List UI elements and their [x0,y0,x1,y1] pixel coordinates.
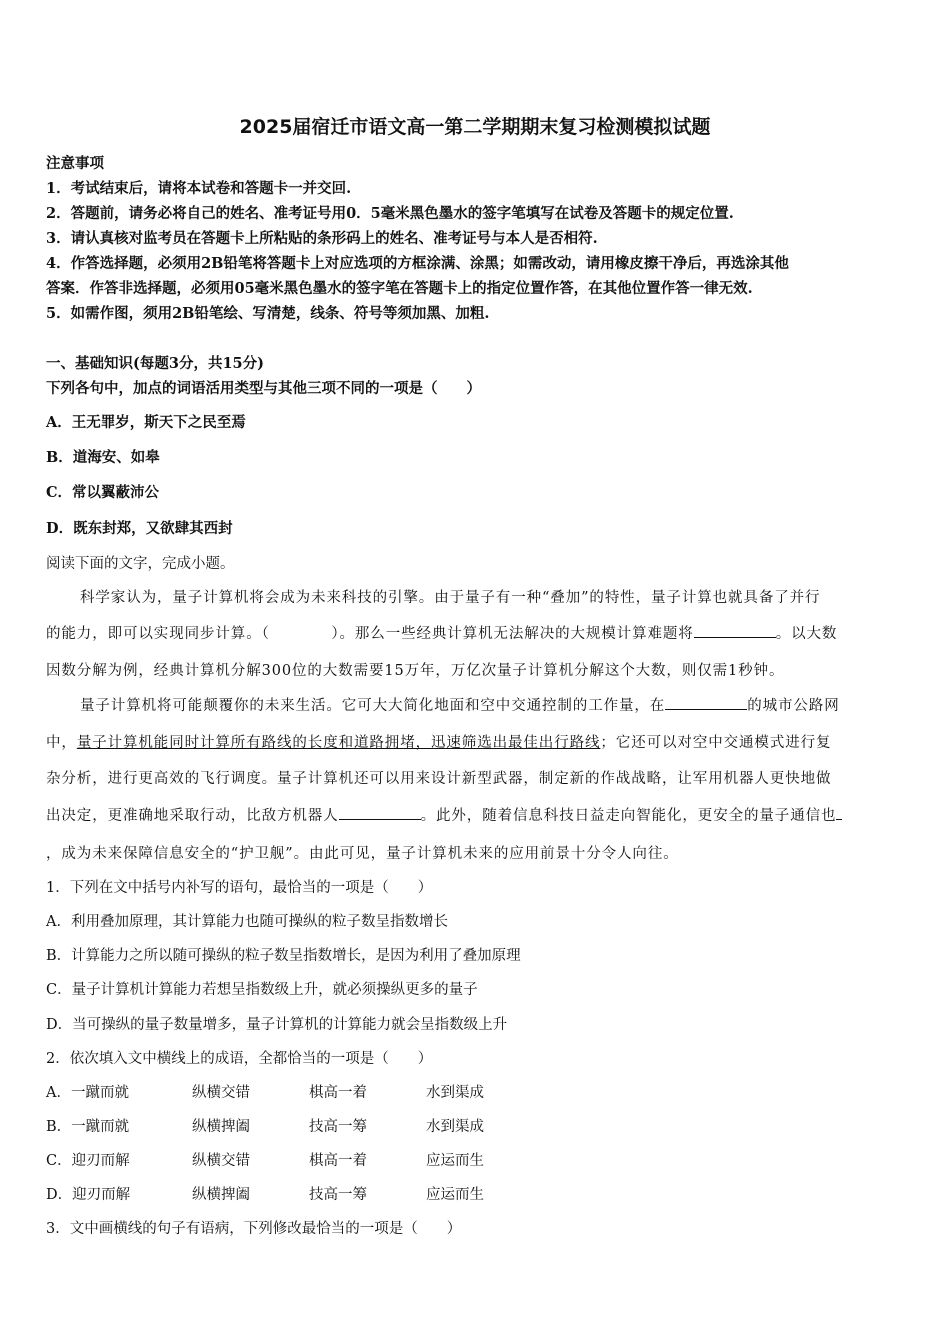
passage-text: 。以大数 [775,626,838,642]
passage-line: 因数分解为例，经典计算机分解300位的大数需要15万年，万亿次量子计算机分解这个大数，则仅需1秒钟。 [46,663,785,679]
notice-item: 5．如需作图，须用2B铅笔绘、写清楚，线条、符号等须加黑、加粗. [46,305,490,322]
fill-blank [694,623,776,638]
q1-stem: 1．下列在文中括号内补写的语句，最恰当的一项是（ ） [46,880,433,896]
passage-line [46,731,906,752]
notice-item: 1．考试结束后，请将本试卷和答题卡一并交回. [46,180,352,197]
passage-text: 的城市公路网 [747,698,840,714]
passage-line: 杂分析，进行更高效的飞行调度。量子计算机还可以用来设计新型武器，制定新的作战战略，让军用机器人更快地做 [46,771,832,787]
q1-option-b: B．计算能力之所以随可操纵的粒子数呈指数增长，是因为利用了叠加原理 [46,948,521,964]
q2-cell: 水到渠成 [426,1085,484,1101]
page-title: 2025届宿迁市语文高一第二学期期末复习检测模拟试题 [239,116,711,138]
fill-blank [665,695,747,710]
passage-text: 中， [46,735,77,751]
q2-cell: C．迎刃而解 [46,1153,130,1169]
fill-blank [836,805,842,820]
q2-stem: 2．依次填入文中横线上的成语，全都恰当的一项是（ ） [46,1051,433,1067]
q1-option-a: A．利用叠加原理，其计算能力也随可操纵的粒子数呈指数增长 [46,914,448,930]
passage-text: 出决定，更准确地采取行动，比敌方机器人 [46,808,339,824]
q2-cell: 纵横捭阖 [192,1187,250,1203]
notice-item: 3．请认真核对监考员在答题卡上所粘贴的条形码上的姓名、准考证号与本人是否相符. [46,230,598,247]
q2-cell: 纵横捭阖 [192,1119,250,1135]
option-c: C．常以翼蔽沛公 [46,484,160,501]
reading-intro: 阅读下面的文字，完成小题。 [46,556,235,572]
q2-cell: 纵横交错 [192,1153,250,1169]
q1-option-c: C．量子计算机计算能力若想呈指数级上升，就必须操纵更多的量子 [46,982,478,998]
q2-cell: 棋高一着 [309,1085,367,1101]
option-d: D．既东封郑，又欲肆其西封 [46,520,233,537]
passage-line [46,622,906,643]
q2-cell: 纵横交错 [192,1085,250,1101]
section-heading: 一、基础知识(每题3分，共15分) [46,355,264,372]
passage-line: 科学家认为，量子计算机将会成为未来科技的引擎。由于量子有一种“叠加”的特性，量子计算也就具备了并行 [80,590,821,606]
q2-cell: 水到渠成 [426,1119,484,1135]
q2-cell: A．一蹴而就 [46,1085,129,1101]
q2-cell: 棋高一着 [309,1153,367,1169]
passage-text: 的能力，即可以实现同步计算。（ ）。那么一些经典计算机无法解决的大规模计算难题将 [46,626,694,642]
notice-heading: 注意事项 [46,155,104,172]
option-a: A．王无罪岁，斯天下之民至焉 [46,414,246,431]
notice-item: 答案．作答非选择题，必须用05毫米黑色墨水的签字笔在答题卡上的指定位置作答，在其他位置作答一律无效. [46,280,753,297]
q2-cell: 技高一筹 [309,1119,367,1135]
option-b: B．道海安、如皋 [46,449,160,466]
underlined-sentence: 量子计算机能同时计算所有路线的长度和道路拥堵，迅速筛选出最佳出行路线 [76,735,601,751]
q2-cell: 应运而生 [426,1153,484,1169]
q2-cell: B．一蹴而就 [46,1119,130,1135]
q2-cell: 应运而生 [426,1187,484,1203]
fill-blank [339,805,421,820]
passage-text: 量子计算机将可能颠覆你的未来生活。它可大大简化地面和空中交通控制的工作量，在 [80,698,666,714]
passage-text: ；它还可以对空中交通模式进行复 [600,735,832,751]
passage-text: 。此外，随着信息科技日益走向智能化，更安全的量子通信也 [420,808,837,824]
q1-option-d: D．当可操纵的量子数量增多，量子计算机的计算能力就会呈指数级上升 [46,1017,508,1033]
passage-line [80,694,940,715]
q2-cell: D．迎刃而解 [46,1187,131,1203]
q3-stem: 3．文中画横线的句子有语病，下列修改最恰当的一项是（ ） [46,1221,462,1237]
passage-line [46,804,906,825]
notice-item: 2．答题前，请务必将自己的姓名、准考证号用0．5毫米黑色墨水的签字笔填写在试卷及答题卡的规定位置. [46,205,734,222]
passage-line: ，成为未来保障信息安全的“护卫舰”。由此可见，量子计算机未来的应用前景十分令人向往。 [46,846,679,862]
notice-item: 4．作答选择题，必须用2B铅笔将答题卡上对应选项的方框涂满、涂黑；如需改动，请用橡皮擦干净后，再选涂其他 [46,255,789,272]
question-stem: 下列各句中，加点的词语活用类型与其他三项不同的一项是（ ） [46,380,481,397]
q2-cell: 技高一筹 [309,1187,367,1203]
